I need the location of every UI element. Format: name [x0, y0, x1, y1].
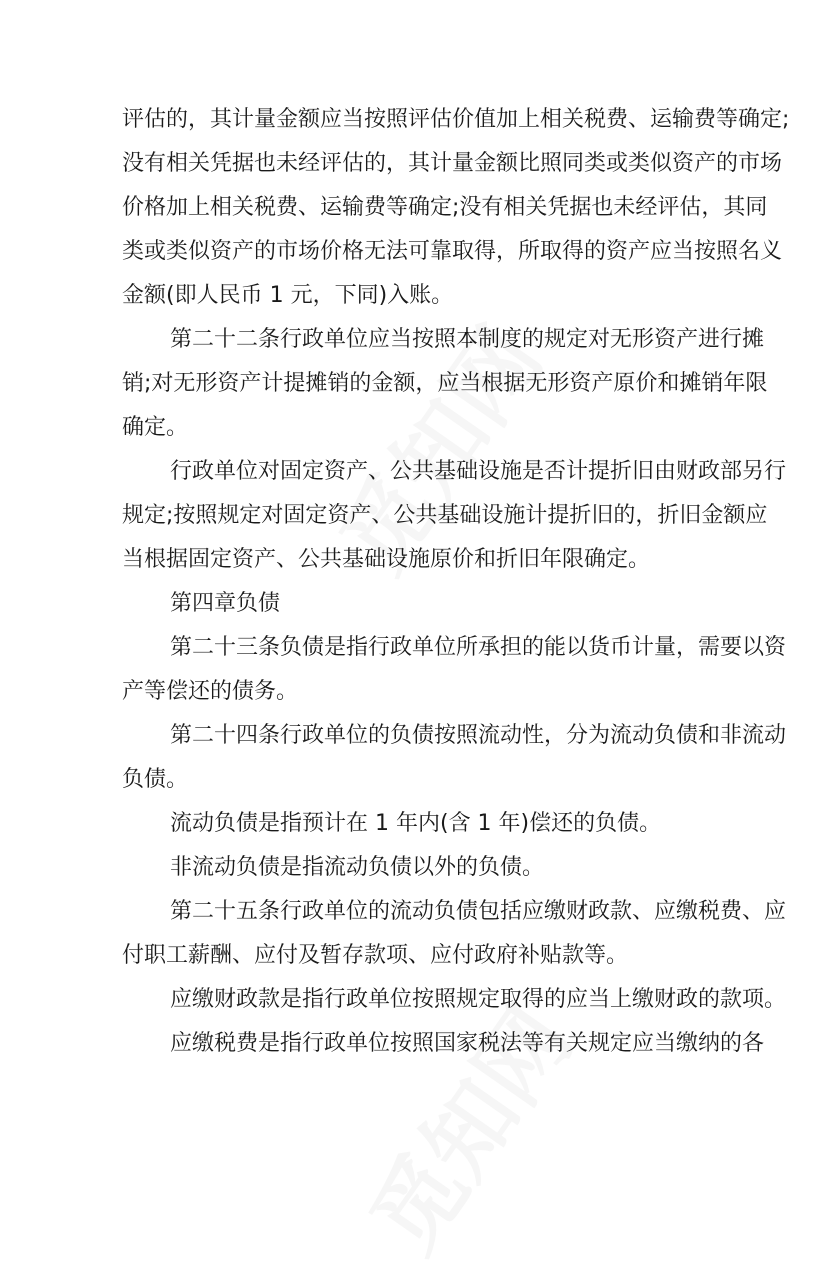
paragraph	[122, 978, 787, 1022]
text-line: 流动负债是指预计在 1 年内(含 1 年)偿还的负债。	[170, 811, 662, 836]
text-line: 第二十三条负债是指行政单位所承担的能以货币计量，需要以资	[170, 635, 787, 660]
text-line: 金额(即人民币 1 元，下同)入账。	[122, 283, 454, 308]
text-line: 第二十二条行政单位应当按照本制度的规定对无形资产进行摊	[170, 327, 765, 352]
paragraph	[122, 626, 787, 714]
text-line: 类或类似资产的市场价格无法可靠取得，所取得的资产应当按照名义	[122, 239, 783, 264]
text-line: 评估的，其计量金额应当按照评估价值加上相关税费、运输费等确定;	[122, 107, 790, 132]
text-line: 应缴税费是指行政单位按照国家税法等有关规定应当缴纳的各	[170, 1031, 765, 1056]
text-line: 产等偿还的债务。	[122, 679, 299, 704]
text-line: 负债。	[122, 767, 189, 792]
paragraph	[122, 450, 787, 582]
paragraph	[122, 714, 787, 802]
text-line: 规定;按照规定对固定资产、公共基础设施计提折旧的，折旧金额应	[122, 503, 768, 528]
paragraph	[122, 98, 790, 318]
text-line: 非流动负债是指流动负债以外的负债。	[170, 855, 545, 880]
text-line: 确定。	[122, 415, 189, 440]
paragraph	[122, 318, 768, 450]
chapter-heading	[122, 582, 702, 626]
paragraph	[122, 1022, 765, 1066]
text-line: 当根据固定资产、公共基础设施原价和折旧年限确定。	[122, 547, 651, 572]
text-line: 行政单位对固定资产、公共基础设施是否计提折旧由财政部另行	[170, 459, 787, 484]
paragraph	[122, 890, 787, 978]
text-line: 付职工薪酬、应付及暂存款项、应付政府补贴款等。	[122, 943, 629, 968]
text-line: 第四章负债	[170, 591, 281, 616]
paragraph	[122, 846, 702, 890]
paragraph	[122, 802, 702, 846]
document-page	[122, 98, 790, 1066]
text-line: 价格加上相关税费、运输费等确定;没有相关凭据也未经评估，其同	[122, 195, 768, 220]
text-line: 第二十四条行政单位的负债按照流动性，分为流动负债和非流动	[170, 723, 787, 748]
text-line: 销;对无形资产计提摊销的金额，应当根据无形资产原价和摊销年限	[122, 371, 768, 396]
text-line: 第二十五条行政单位的流动负债包括应缴财政款、应缴税费、应	[170, 899, 787, 924]
text-line: 没有相关凭据也未经评估的，其计量金额比照同类或类似资产的市场	[122, 151, 783, 176]
text-line: 应缴财政款是指行政单位按照规定取得的应当上缴财政的款项。	[170, 987, 787, 1012]
